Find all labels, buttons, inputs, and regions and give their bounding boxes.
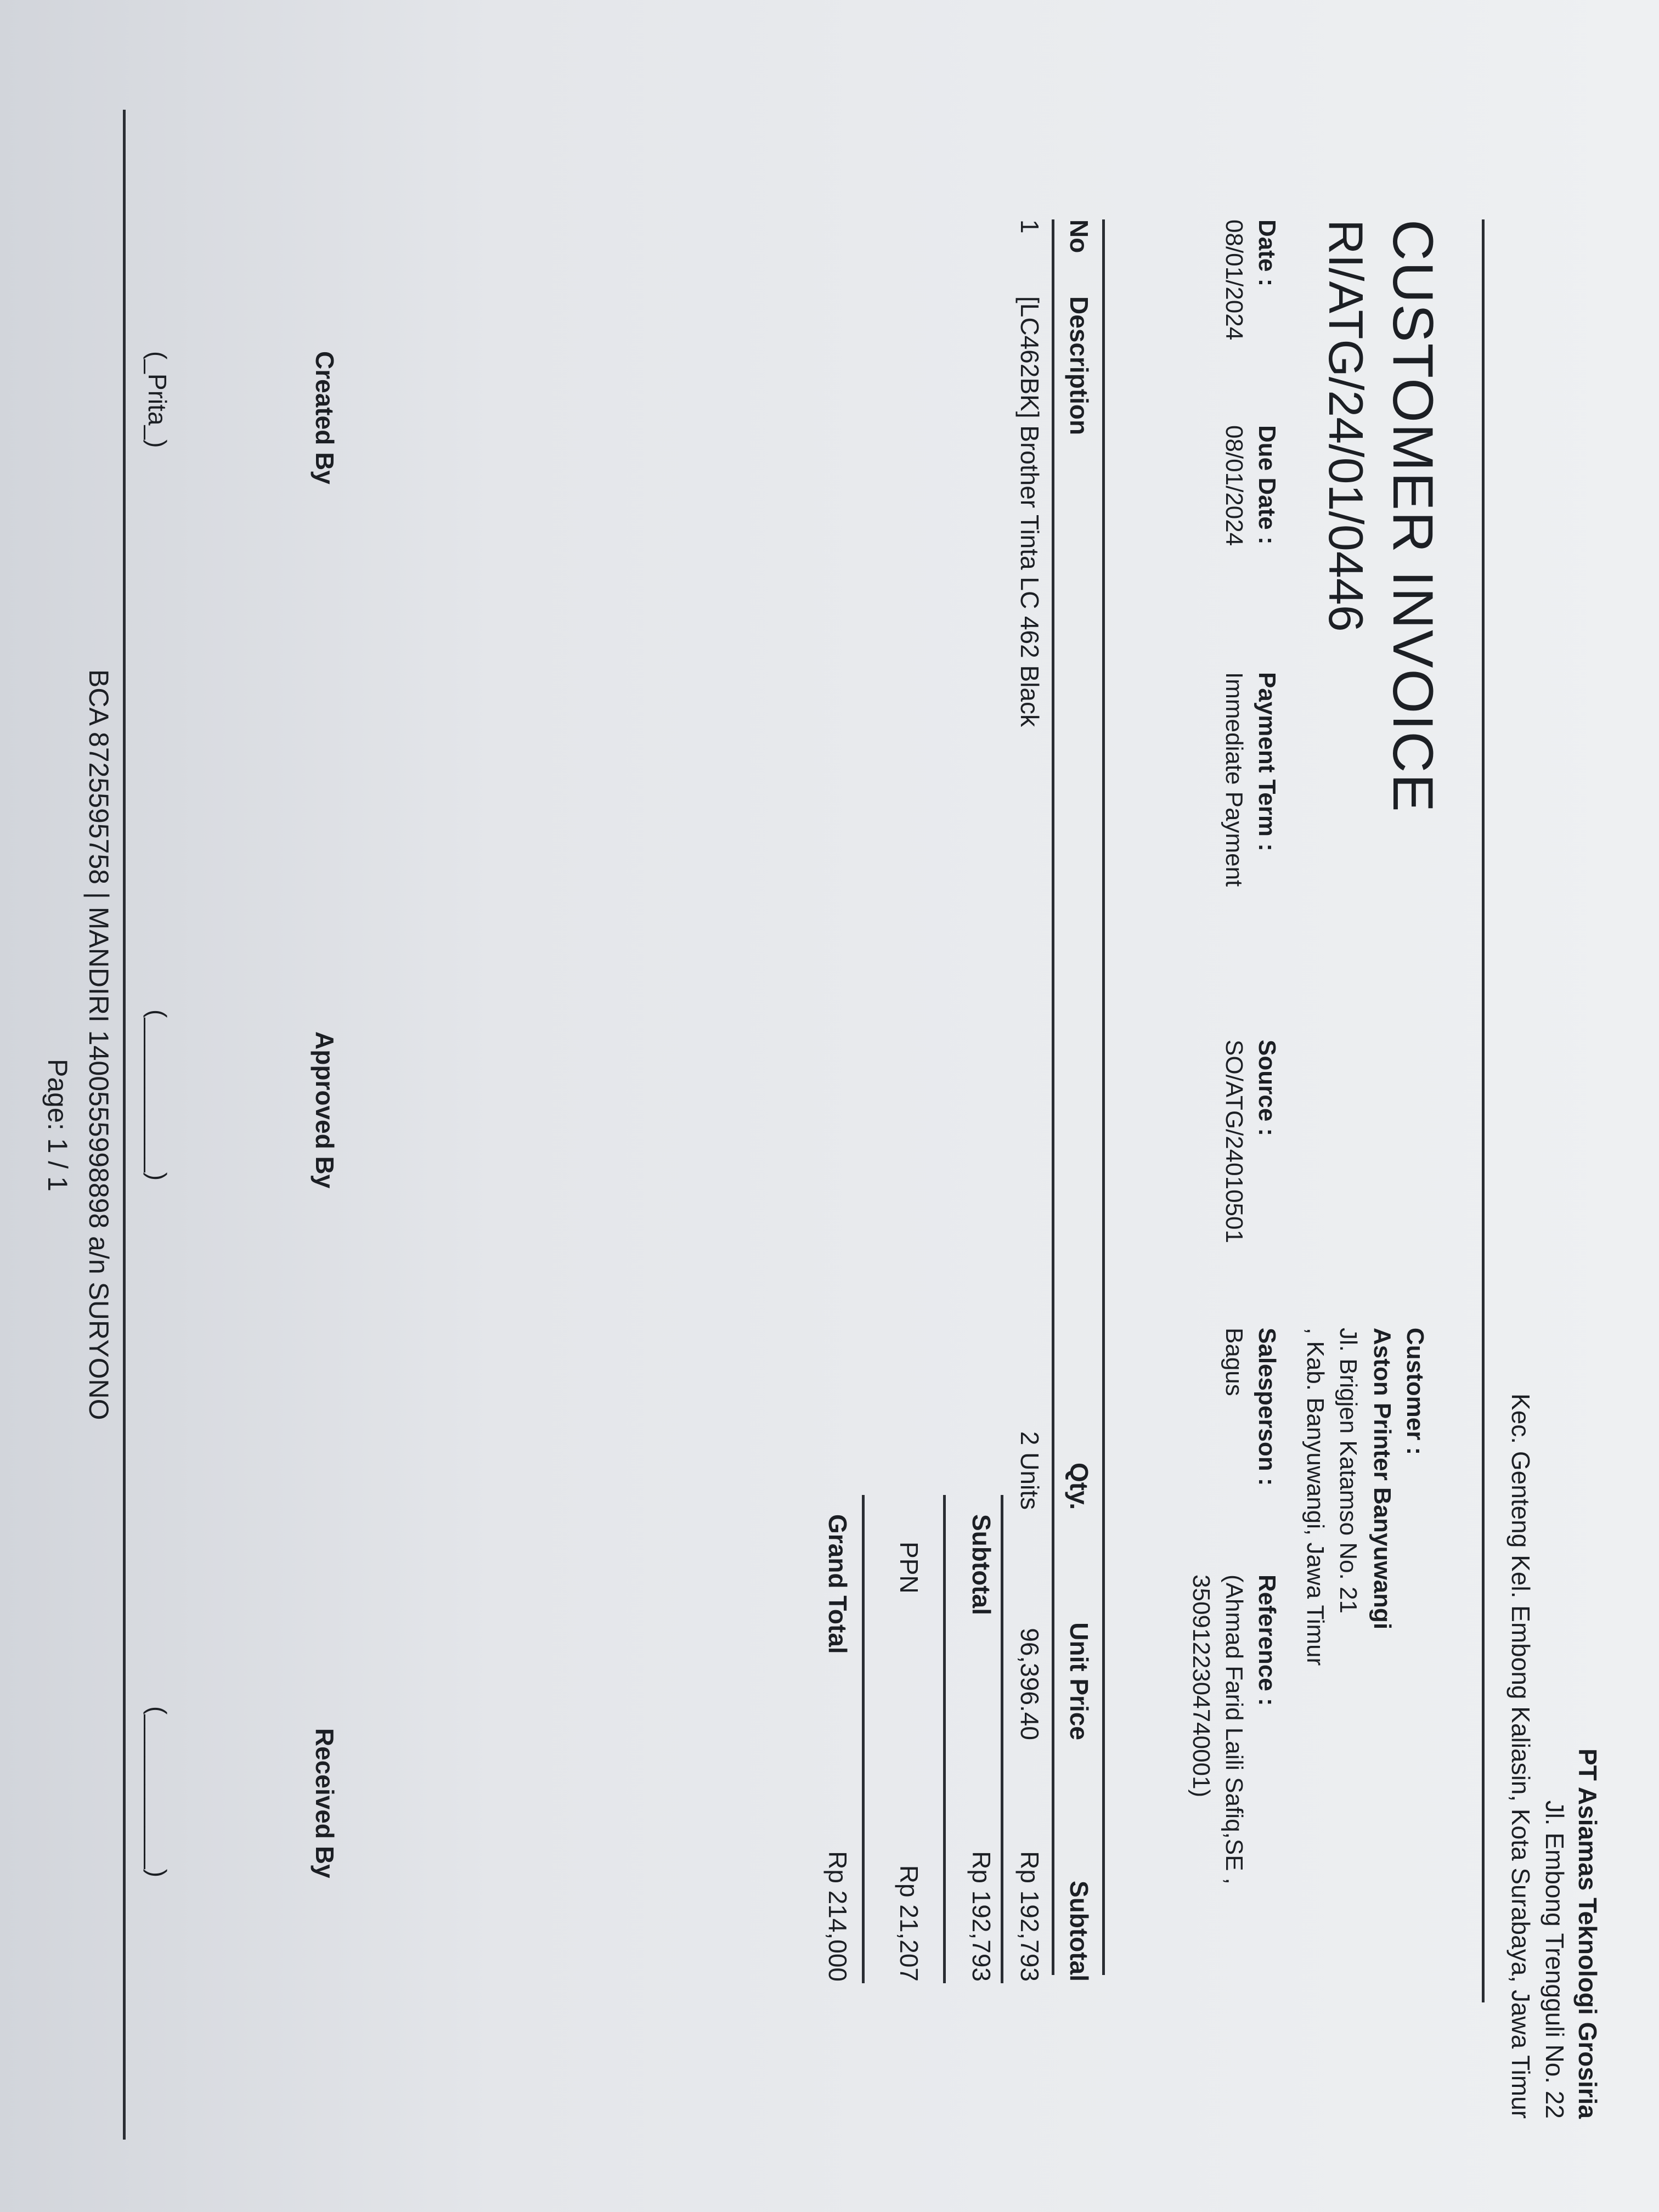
col-header-unit-price: Unit Price: [1065, 1622, 1093, 1740]
grand-total-value: Rp 214,000: [823, 1851, 852, 1982]
approved-by-signature: (___________): [143, 1009, 172, 1181]
customer-label: Customer :: [1402, 1328, 1429, 1455]
customer-address-line2: , Kab. Banyuwangi, Jawa Timur: [1302, 1328, 1329, 1666]
document-title: CUSTOMER INVOICE: [1381, 219, 1444, 813]
reference-value-line2: 3509122304740001): [1188, 1575, 1215, 1798]
row-unit-price: 96,396.40: [1015, 1628, 1044, 1740]
subtotal-label: Subtotal: [967, 1514, 996, 1615]
footer-rule: [123, 110, 126, 2140]
ppn-rule: [943, 1495, 946, 1983]
row-subtotal: Rp 192,793: [1015, 1851, 1044, 1982]
salesperson-value: Bagus: [1221, 1328, 1248, 1396]
source-value: SO/ATG/24010501: [1221, 1040, 1248, 1243]
received-by-signature: (___________): [143, 1706, 172, 1878]
approved-by-label: Approved By: [311, 1031, 339, 1189]
ppn-label: PPN: [895, 1542, 923, 1594]
company-address-line1: Jl. Embong Trengguli No. 22: [1541, 1800, 1569, 2119]
date-value: 08/01/2024: [1221, 219, 1248, 341]
date-label: Date :: [1254, 219, 1280, 287]
subtotal-rule: [1001, 1495, 1003, 1983]
company-name: PT Asiamas Teknologi Grosiria: [1573, 1748, 1602, 2119]
row-description: [LC462BK] Brother Tinta LC 462 Black: [1015, 296, 1044, 727]
bank-account-info: BCA 8725595758 | MANDIRI 1400555998898 a/n SURYONO: [83, 669, 114, 1420]
due-date-label: Due Date :: [1254, 425, 1280, 545]
company-address-line2: Kec. Genteng Kel. Embong Kaliasin, Kota Surabaya, Jawa Timur: [1506, 1393, 1535, 2119]
table-header-rule: [1052, 219, 1054, 1975]
row-no: 1: [1015, 219, 1044, 234]
grand-total-rule: [862, 1495, 865, 1983]
header-divider: [1482, 219, 1485, 2002]
table-top-rule: [1102, 219, 1105, 1975]
col-header-qty: Qty.: [1065, 1462, 1093, 1510]
reference-value-line1: (Ahmad Farid Laili Safiq,SE ,: [1221, 1575, 1248, 1884]
created-by-signature: (_Prita_): [143, 351, 172, 448]
due-date-value: 08/01/2024: [1221, 425, 1248, 546]
page-number: Page: 1 / 1: [42, 1059, 73, 1192]
subtotal-value: Rp 192,793: [967, 1851, 996, 1982]
payment-term-value: Immediate Payment: [1221, 672, 1248, 887]
ppn-value: Rp 21,207: [895, 1865, 923, 1982]
source-label: Source :: [1254, 1040, 1280, 1137]
customer-address-line1: Jl. Brigjen Katamso No. 21: [1335, 1328, 1362, 1613]
salesperson-label: Salesperson :: [1254, 1328, 1280, 1486]
row-qty: 2 Units: [1015, 1431, 1044, 1510]
col-header-description: Description: [1065, 296, 1093, 436]
col-header-no: No: [1065, 219, 1093, 253]
reference-label: Reference :: [1254, 1575, 1280, 1706]
payment-term-label: Payment Term :: [1254, 672, 1280, 851]
col-header-subtotal: Subtotal: [1065, 1881, 1093, 1982]
invoice-number: RI/ATG/24/01/0446: [1319, 219, 1373, 632]
grand-total-label: Grand Total: [823, 1514, 852, 1654]
customer-name: Aston Printer Banyuwangi: [1369, 1328, 1396, 1630]
received-by-label: Received By: [311, 1728, 339, 1878]
created-by-label: Created By: [311, 351, 339, 484]
